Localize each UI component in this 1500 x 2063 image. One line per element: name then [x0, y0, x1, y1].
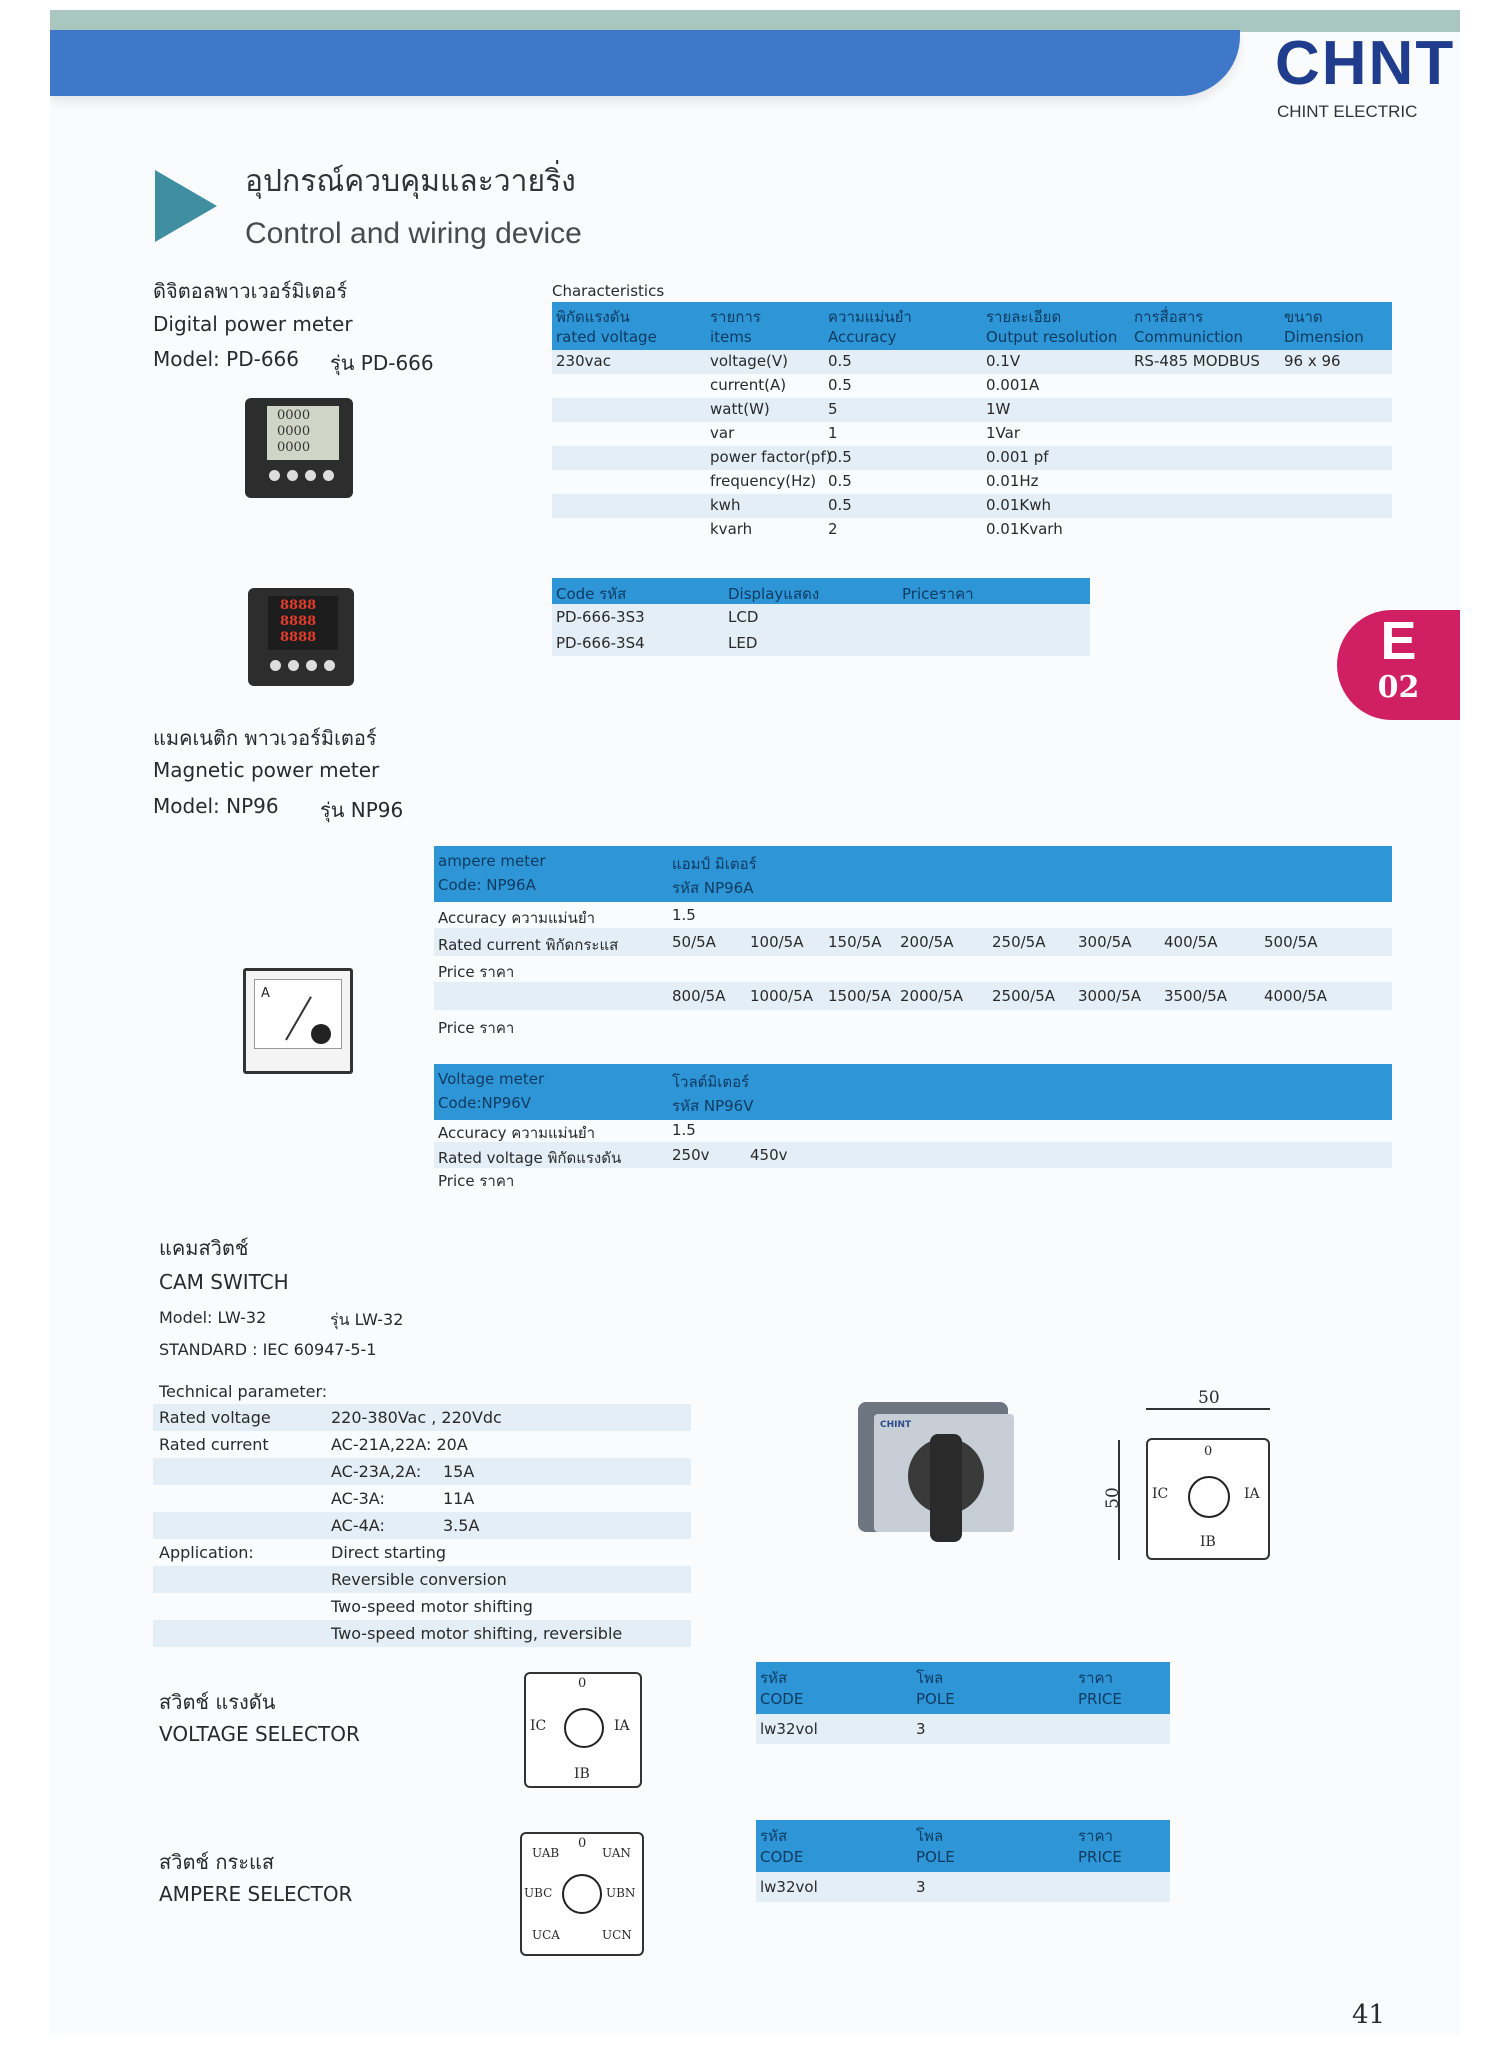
- table-cell: 0.5: [828, 448, 852, 466]
- table-row: [552, 470, 1392, 494]
- table-cell: UAB: [532, 1846, 560, 1860]
- np96-ammeter-device: [243, 968, 353, 1074]
- device-button-icon: [288, 660, 299, 671]
- table-cell: 450v: [750, 1146, 788, 1164]
- table-cell: Code:NP96V: [438, 1094, 532, 1112]
- table-cell: โพล: [916, 1669, 944, 1687]
- table-row: [756, 1714, 1170, 1744]
- contact-circle-icon: [564, 1708, 604, 1748]
- np96-name: Magnetic power meter: [153, 758, 380, 782]
- header-cell: Output resolution: [986, 328, 1118, 346]
- table-cell: 0.01Kwh: [986, 496, 1052, 514]
- table-cell: UBC: [524, 1886, 553, 1900]
- table-row: [552, 422, 1392, 446]
- table-cell: 96 x 96: [1284, 352, 1341, 370]
- table-cell: var: [710, 424, 735, 442]
- table-cell: CODE: [760, 1690, 804, 1708]
- pd666-lcd-device: [245, 398, 353, 498]
- header-cell: พิกัดแรงดัน: [556, 308, 630, 326]
- ammeter-dial-letter: A: [261, 986, 270, 1001]
- table-cell: 8888: [280, 614, 317, 629]
- cam-model-thai: รุ่น LW-32: [330, 1310, 404, 1329]
- pd666-thai-name: ดิจิตอลพาวเวอร์มิเตอร์: [153, 279, 348, 303]
- table-cell: 0: [578, 1836, 587, 1851]
- table-cell: Rated voltage: [159, 1408, 271, 1427]
- table-cell: 500/5A: [1264, 933, 1318, 951]
- table-cell: Reversible conversion: [331, 1570, 507, 1589]
- table-cell: 1000/5A: [750, 987, 814, 1005]
- table-cell: Price ราคา: [438, 1019, 515, 1037]
- dim-width: 50: [1198, 1388, 1220, 1408]
- table-cell: 3000/5A: [1078, 987, 1142, 1005]
- table-cell: 250/5A: [992, 933, 1046, 951]
- table-row: [434, 1142, 1392, 1168]
- table-header: [552, 578, 1090, 604]
- table-cell: โวลต์มิเตอร์: [672, 1073, 750, 1091]
- table-cell: Code รหัส: [556, 585, 627, 603]
- table-cell: 1500/5A: [828, 987, 892, 1005]
- device-button-icon: [305, 470, 316, 481]
- header-cell: ความแม่นยำ: [828, 308, 912, 326]
- table-cell: แอมป์ มิเตอร์: [672, 855, 757, 873]
- contact-circle-icon: [1188, 1476, 1230, 1518]
- table-cell: CODE: [760, 1848, 804, 1866]
- table-row: [552, 604, 1090, 630]
- table-cell: 11A: [443, 1489, 475, 1508]
- table-cell: Two-speed motor shifting: [331, 1597, 533, 1616]
- header-cell: Accuracy: [828, 328, 897, 346]
- table-cell: 1.5: [672, 906, 696, 924]
- table-cell: kwh: [710, 496, 741, 514]
- diagram-box: [1146, 1438, 1270, 1560]
- voltage-selector-name: VOLTAGE SELECTOR: [159, 1722, 360, 1746]
- table-cell: Rated current: [159, 1435, 269, 1454]
- table-cell: 300/5A: [1078, 933, 1132, 951]
- table-row: [434, 956, 1392, 982]
- header-cell: Communiction: [1134, 328, 1244, 346]
- table-cell: IC: [530, 1718, 547, 1734]
- table-cell: lw32vol: [760, 1878, 818, 1896]
- header-cell: รายละเอียด: [986, 308, 1062, 326]
- table-cell: ampere meter: [438, 852, 546, 870]
- table-cell: IB: [1200, 1534, 1216, 1550]
- table-row: [552, 518, 1392, 542]
- led-digits: [280, 598, 316, 646]
- np96-thai-name: แมคเนติก พาวเวอร์มิเตอร์: [153, 726, 377, 750]
- chint-logo-subtitle: CHINT ELECTRIC: [1277, 102, 1418, 121]
- table-cell: 0: [578, 1676, 587, 1691]
- table-cell: 8888: [280, 598, 317, 613]
- section-tab: [1337, 610, 1460, 720]
- table-cell: IA: [614, 1718, 630, 1734]
- table-cell: ราคา: [1078, 1827, 1113, 1845]
- table-cell: 0: [1204, 1444, 1213, 1459]
- header-cell: การสื่อสาร: [1134, 308, 1204, 326]
- table-cell: 400/5A: [1164, 933, 1218, 951]
- table-cell: AC-4A:: [331, 1516, 385, 1535]
- header-cell: items: [710, 328, 752, 346]
- catalog-page: [50, 10, 1460, 2035]
- table-row: [434, 982, 1392, 1010]
- ampere-selector-diagram: [520, 1832, 644, 1956]
- table-header: [434, 1064, 1392, 1120]
- ampere-selector-thai: สวิตช์ กระแส: [159, 1850, 275, 1874]
- tech-parameter-label: Technical parameter:: [159, 1382, 328, 1401]
- chint-logo: CHNT: [1275, 29, 1456, 98]
- table-cell: 2500/5A: [992, 987, 1056, 1005]
- table-cell: 220-380Vac , 220Vdc: [331, 1408, 502, 1427]
- table-cell: AC-21A,22A: 20A: [331, 1435, 468, 1454]
- table-cell: 3: [916, 1720, 926, 1738]
- table-cell: kvarh: [710, 520, 753, 538]
- table-row: [153, 1485, 691, 1512]
- table-cell: Displayแสดง: [728, 585, 820, 603]
- table-cell: Direct starting: [331, 1543, 446, 1562]
- adjust-knob-icon: [311, 1024, 331, 1044]
- table-cell: POLE: [916, 1848, 955, 1866]
- table-cell: 4000/5A: [1264, 987, 1328, 1005]
- table-cell: 3500/5A: [1164, 987, 1228, 1005]
- table-cell: รหัส NP96A: [672, 879, 754, 897]
- device-button-icon: [324, 660, 335, 671]
- table-cell: 3.5A: [443, 1516, 480, 1535]
- device-button-icon: [270, 660, 281, 671]
- contact-circle-icon: [562, 1874, 602, 1914]
- header-band: [50, 30, 1240, 96]
- page-title-thai: อุปกรณ์ควบคุมและวายริ่ง: [245, 164, 576, 199]
- table-row: [153, 1512, 691, 1539]
- table-row: [153, 1539, 691, 1566]
- table-cell: UBN: [606, 1886, 636, 1900]
- pd666-model: Model: PD-666: [153, 347, 299, 371]
- table-cell: 3: [916, 1878, 926, 1896]
- pd666-led-device: [248, 588, 354, 686]
- switch-brand: CHINT: [880, 1420, 912, 1430]
- header-cell: rated voltage: [556, 328, 657, 346]
- cam-thai-name: แคมสวิตช์: [159, 1236, 249, 1260]
- table-cell: 100/5A: [750, 933, 804, 951]
- voltage-selector-thai: สวิตช์ แรงดัน: [159, 1690, 276, 1714]
- table-header: [552, 302, 1392, 350]
- table-cell: โพล: [916, 1827, 944, 1845]
- dim-height: 50: [1102, 1487, 1123, 1509]
- table-cell: Rated voltage พิกัดแรงดัน: [438, 1149, 622, 1167]
- table-header: [434, 846, 1392, 902]
- table-cell: current(A): [710, 376, 787, 394]
- table-cell: PRICE: [1078, 1690, 1122, 1708]
- table-row: [552, 446, 1392, 470]
- header-top-stripe: [50, 10, 1460, 32]
- table-row: [434, 1010, 1392, 1036]
- table-cell: 5: [828, 400, 838, 418]
- table-cell: 0.1V: [986, 352, 1021, 370]
- table-row: [756, 1872, 1170, 1902]
- switch-handle-icon: [930, 1434, 962, 1542]
- table-row: [153, 1566, 691, 1593]
- header-cell: Dimension: [1284, 328, 1364, 346]
- table-row: [434, 1120, 1392, 1142]
- header-cell: รายการ: [710, 308, 761, 326]
- table-cell: PRICE: [1078, 1848, 1122, 1866]
- table-row: [153, 1458, 691, 1485]
- np96-model: Model: NP96: [153, 794, 279, 818]
- table-cell: 150/5A: [828, 933, 882, 951]
- table-cell: 0.001 pf: [986, 448, 1049, 466]
- table-cell: 1W: [986, 400, 1011, 418]
- table-row: [552, 494, 1392, 518]
- table-row: [552, 350, 1392, 374]
- dim-line-horizontal: [1146, 1408, 1270, 1410]
- table-row: [434, 1168, 1392, 1190]
- table-cell: 50/5A: [672, 933, 716, 951]
- needle-icon: [285, 996, 312, 1040]
- table-cell: Price ราคา: [438, 1172, 515, 1190]
- table-row: [434, 928, 1392, 956]
- table-cell: Priceราคา: [902, 585, 974, 603]
- table-row: [552, 630, 1090, 656]
- table-cell: 0000: [277, 424, 311, 439]
- ampere-selector-name: AMPERE SELECTOR: [159, 1882, 353, 1906]
- table-cell: 0.5: [828, 352, 852, 370]
- table-cell: 1Var: [986, 424, 1020, 442]
- table-cell: IB: [574, 1766, 590, 1782]
- table-row: [552, 374, 1392, 398]
- table-row: [552, 398, 1392, 422]
- table-cell: LCD: [728, 608, 759, 626]
- table-cell: 0.01Hz: [986, 472, 1039, 490]
- section-tab-number: 02: [1377, 670, 1420, 705]
- cam-standard: STANDARD : IEC 60947-5-1: [159, 1340, 377, 1359]
- page-title: Control and wiring device: [245, 217, 582, 250]
- table-cell: IA: [1244, 1486, 1260, 1502]
- table-row: [153, 1620, 691, 1647]
- table-cell: 200/5A: [900, 933, 954, 951]
- table-cell: Voltage meter: [438, 1070, 545, 1088]
- table-cell: ราคา: [1078, 1669, 1113, 1687]
- device-button-icon: [287, 470, 298, 481]
- table-cell: UCA: [532, 1928, 560, 1942]
- table-cell: 2000/5A: [900, 987, 964, 1005]
- table-row: [153, 1593, 691, 1620]
- table-cell: Code: NP96A: [438, 876, 536, 894]
- table-cell: watt(W): [710, 400, 770, 418]
- table-cell: 0000: [277, 408, 311, 423]
- device-button-icon: [269, 470, 280, 481]
- table-cell: 0000: [277, 440, 311, 455]
- table-cell: Accuracy ความแม่นยำ: [438, 909, 596, 927]
- header-cell: ขนาด: [1284, 308, 1323, 326]
- table-row: [434, 902, 1392, 928]
- table-cell: 800/5A: [672, 987, 726, 1005]
- table-cell: frequency(Hz): [710, 472, 817, 490]
- dimension-diagram: [1102, 1388, 1290, 1568]
- table-cell: voltage(V): [710, 352, 789, 370]
- table-cell: 1: [828, 424, 838, 442]
- table-cell: รหัส: [760, 1669, 788, 1687]
- table-cell: 230vac: [556, 352, 611, 370]
- table-cell: AC-23A,2A:: [331, 1462, 422, 1481]
- lcd-screen: [267, 406, 339, 460]
- table-cell: 8888: [280, 630, 317, 645]
- device-button-icon: [323, 470, 334, 481]
- ammeter-dial: [254, 979, 342, 1049]
- table-cell: 1.5: [672, 1121, 696, 1139]
- section-arrow-icon: [155, 170, 217, 242]
- section-tab-letter: E: [1380, 611, 1417, 671]
- table-cell: 0.01Kvarh: [986, 520, 1063, 538]
- table-cell: 0.001A: [986, 376, 1040, 394]
- table-cell: Accuracy ความแม่นยำ: [438, 1124, 596, 1142]
- table-row: [153, 1431, 691, 1458]
- led-screen: [268, 596, 338, 650]
- table-cell: PD-666-3S3: [556, 608, 645, 626]
- table-cell: Price ราคา: [438, 963, 515, 981]
- table-cell: รหัส NP96V: [672, 1097, 754, 1115]
- table-header: [756, 1662, 1170, 1714]
- table-cell: power factor(pf): [710, 448, 832, 466]
- table-cell: Rated current พิกัดกระแส: [438, 936, 619, 954]
- table-cell: lw32vol: [760, 1720, 818, 1738]
- table-cell: AC-3A:: [331, 1489, 385, 1508]
- table-cell: IC: [1152, 1486, 1169, 1502]
- pd666-name: Digital power meter: [153, 312, 353, 336]
- np96-model-thai: รุ่น NP96: [320, 798, 404, 822]
- voltage-selector-diagram: [524, 1672, 642, 1788]
- cam-name: CAM SWITCH: [159, 1270, 289, 1294]
- table-cell: Application:: [159, 1543, 254, 1562]
- table-cell: 250v: [672, 1146, 710, 1164]
- table-cell: Two-speed motor shifting, reversible: [331, 1624, 623, 1643]
- page-number: 41: [1352, 2000, 1386, 2030]
- table-cell: UAN: [602, 1846, 631, 1860]
- table-cell: PD-666-3S4: [556, 634, 645, 652]
- table-cell: 0.5: [828, 472, 852, 490]
- table-cell: 0.5: [828, 496, 852, 514]
- device-button-icon: [306, 660, 317, 671]
- table-header: [756, 1820, 1170, 1872]
- table-cell: 15A: [443, 1462, 475, 1481]
- lcd-digits: [277, 408, 310, 456]
- table-cell: 2: [828, 520, 838, 538]
- table-cell: UCN: [602, 1928, 632, 1942]
- pd666-model-thai: รุ่น PD-666: [330, 351, 434, 375]
- table-cell: RS-485 MODBUS: [1134, 352, 1260, 370]
- table-row: [153, 1404, 691, 1431]
- cam-switch-photo: [838, 1394, 1038, 1544]
- characteristics-label: Characteristics: [552, 282, 665, 300]
- table-cell: รหัส: [760, 1827, 788, 1845]
- table-cell: POLE: [916, 1690, 955, 1708]
- cam-model: Model: LW-32: [159, 1308, 267, 1327]
- table-cell: LED: [728, 634, 758, 652]
- table-cell: 0.5: [828, 376, 852, 394]
